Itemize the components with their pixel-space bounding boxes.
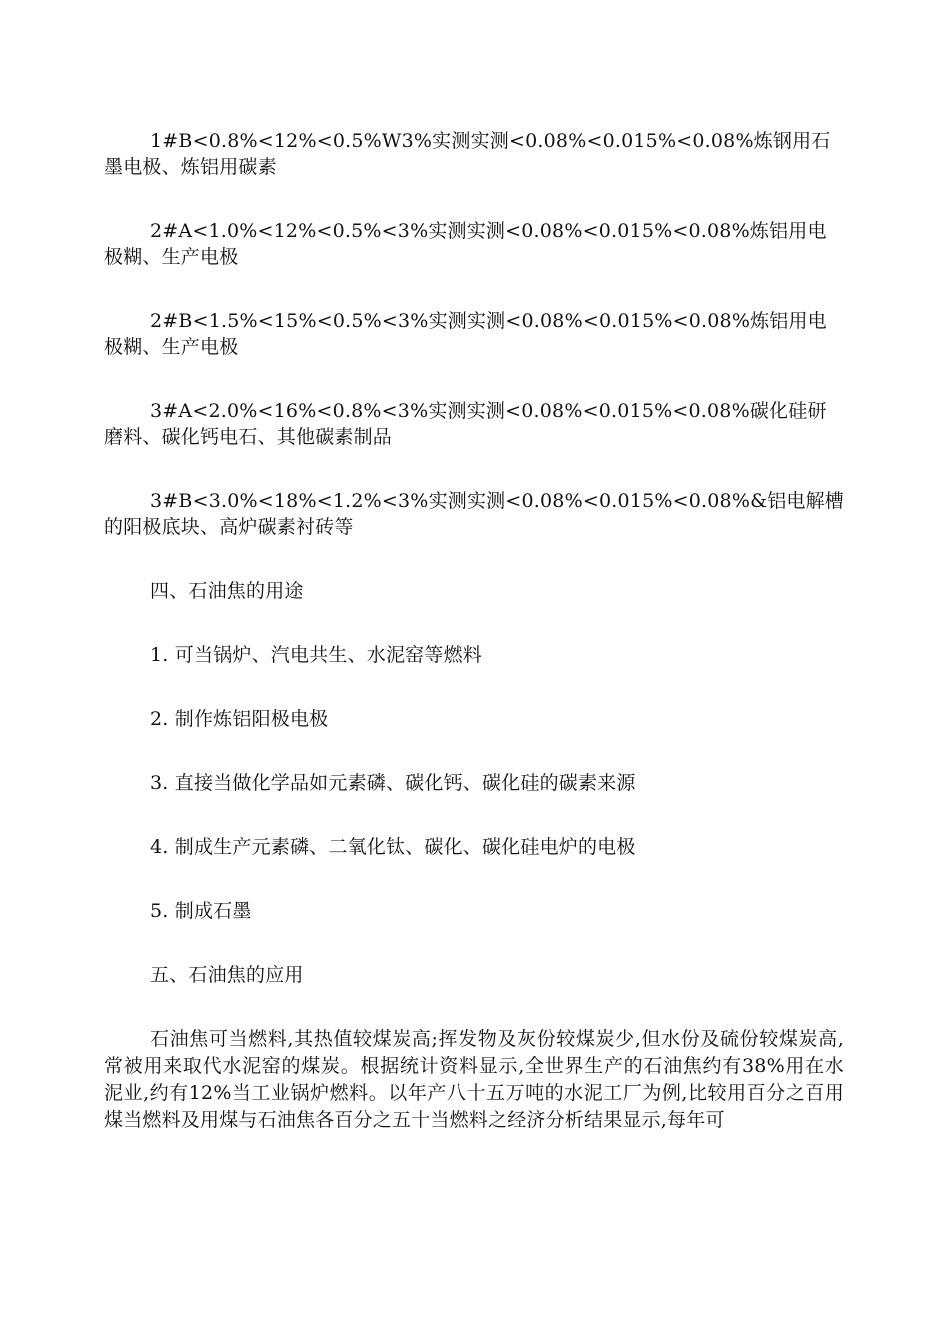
document-body	[104, 128, 844, 1172]
section-5-heading: 五、石油焦的应用	[150, 964, 304, 986]
spec-row-3b: 3#B<3.0%<18%<1.2%<3%实测实测<0.08%<0.015%<0.08%&铝电解槽的阳极底块、高炉碳素衬砖等	[104, 490, 844, 538]
spec-row-3a: 3#A<2.0%<16%<0.8%<3%实测实测<0.08%<0.015%<0.08%碳化硅研磨料、碳化钙电石、其他碳素制品	[104, 400, 827, 448]
spec-row-2a: 2#A<1.0%<12%<0.5%<3%实测实测<0.08%<0.015%<0.08%炼铝用电极糊、生产电极	[104, 220, 827, 268]
use-item-4: 4. 制成生产元素磷、二氧化钛、碳化、碳化硅电炉的电极	[150, 836, 636, 858]
spec-row-2b: 2#B<1.5%<15%<0.5%<3%实测实测<0.08%<0.015%<0.08%炼铝用电极糊、生产电极	[104, 310, 827, 358]
spec-row-1b: 1#B<0.8%<12%<0.5%W3%实测实测<0.08%<0.015%<0.08%炼钢用石墨电极、炼铝用碳素	[104, 130, 831, 178]
use-item-3: 3. 直接当做化学品如元素磷、碳化钙、碳化硅的碳素来源	[150, 772, 636, 794]
use-item-5: 5. 制成石墨	[150, 900, 252, 922]
section-5-paragraph: 石油焦可当燃料,其热值较煤炭高;挥发物及灰份较煤炭少,但水份及硫份较煤炭高,常被用来取代水泥窑的煤炭。根据统计资料显示,全世界生产的石油焦约有38%用在水泥业,约有12%当工业锅炉燃料。以年产八十五万吨的水泥工厂为例,比较用百分之百用煤当燃料及用煤与石油焦各百分之五十当燃料之经济分析结果显示,每年可	[104, 1028, 844, 1131]
use-item-1: 1. 可当锅炉、汽电共生、水泥窑等燃料	[150, 644, 482, 666]
use-item-2: 2. 制作炼铝阳极电极	[150, 708, 329, 730]
section-4-heading: 四、石油焦的用途	[150, 580, 304, 602]
